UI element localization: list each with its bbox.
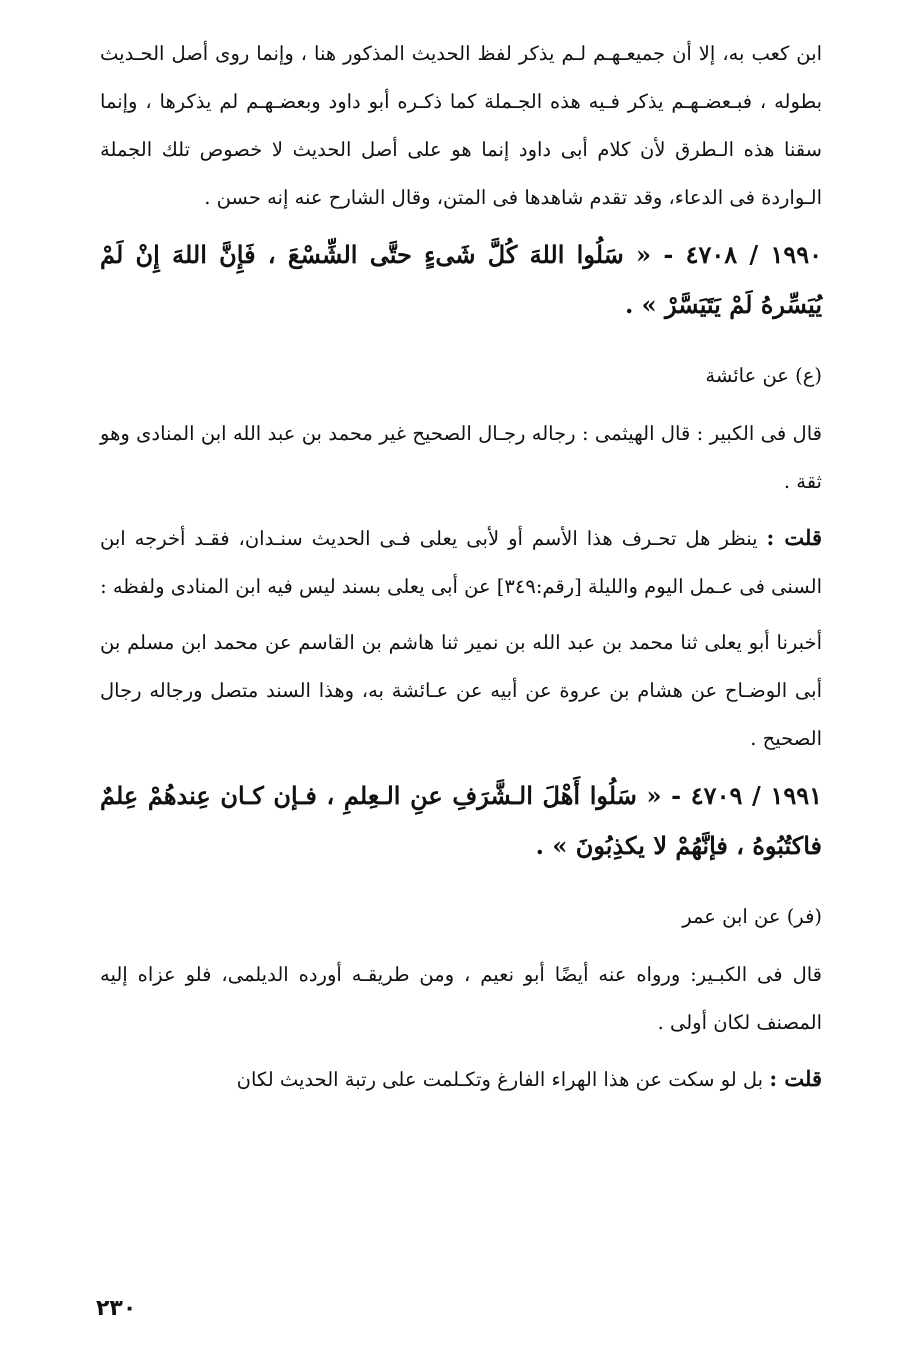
qultu-text: ينظر هل تحـرف هذا الأسم أو لأبى يعلى فـى الحديث سنـدان، فقـد أخرجه ابن السنى فى عـمل اليوم والليلة [رقم:٣٤٩] عن أبى يعلى بسند ليس فيه ابن المنادى ولفظه : — [100, 527, 822, 598]
hadith-source: (فر) عن ابن عمر — [682, 905, 822, 928]
qultu-paragraph — [100, 514, 822, 611]
qultu-paragraph — [100, 1055, 822, 1104]
isnad-paragraph: أخبرنا أبو يعلى ثنا محمد بن عبد الله بن نمير ثنا هاشم بن القاسم عن محمد ابن مسلم بن أبى الوضـاح عن هشام بن عروة عن أبيه عن عـائشة به، وهذا السند متصل ورجاله رجال الصحيح . — [100, 631, 822, 750]
qultu-label: قلت : — [766, 525, 822, 550]
commentary-paragraph: قال فى الكبير : قال الهيثمى : رجاله رجـال الصحيح غير محمد بن عبد الله ابن المنادى وهو ثقة . — [100, 422, 822, 493]
commentary-paragraph: ابن كعب به، إلا أن جميعـهـم لـم يذكر لفظ الحديث المذكور هنا ، وإنما روى أصل الحـديث بطوله ، فبـعضـهـم يذكر فـيه هذه الجـملة كما ذكـره أبو داود وبعضـهـم لم يذكرها ، وإنما سقنا هذه الـطرق لأن كلام أبى داود إنما هو على أصل الحديث لا خصوص تلك الجملة الـواردة فى الدعاء، وقد تقدم شاهدها فى المتن، وقال الشارح عنه إنه حسن . — [100, 42, 822, 209]
qultu-label: قلت : — [769, 1066, 822, 1091]
hadith-text: ١٩٩١ / ٤٧٠٩ - « سَلُوا أَهْلَ الـشَّرَفِ عنِ الـعِلمِ ، فـإن كـان عِندهُمْ عِلمٌ فاكتُبُوهُ ، فإنَّهُمْ لا يكذِبُونَ » . — [100, 781, 822, 860]
qultu-text: بل لو سكت عن هذا الهراء الفارغ وتكـلمت على رتبة الحديث لكان — [236, 1068, 764, 1091]
hadith-source: (ع) عن عائشة — [705, 364, 822, 387]
page-body — [100, 30, 822, 1112]
page-number: ٢٣٠ — [96, 1296, 137, 1321]
commentary-paragraph: قال فى الكبـير: ورواه عنه أيضًا أبو نعيم ، ومن طريقـه أورده الديلمى، فلو عزاه إليه المصنف لكان أولى . — [100, 963, 822, 1034]
hadith-text: ١٩٩٠ / ٤٧٠٨ - « سَلُوا اللهَ كُلَّ شَىءٍ حتَّى الشِّسْعَ ، فَإِنَّ اللهَ إِنْ لَمْ يُيَسِّرهُ لَمْ يَتَيَسَّرْ » . — [100, 240, 822, 319]
